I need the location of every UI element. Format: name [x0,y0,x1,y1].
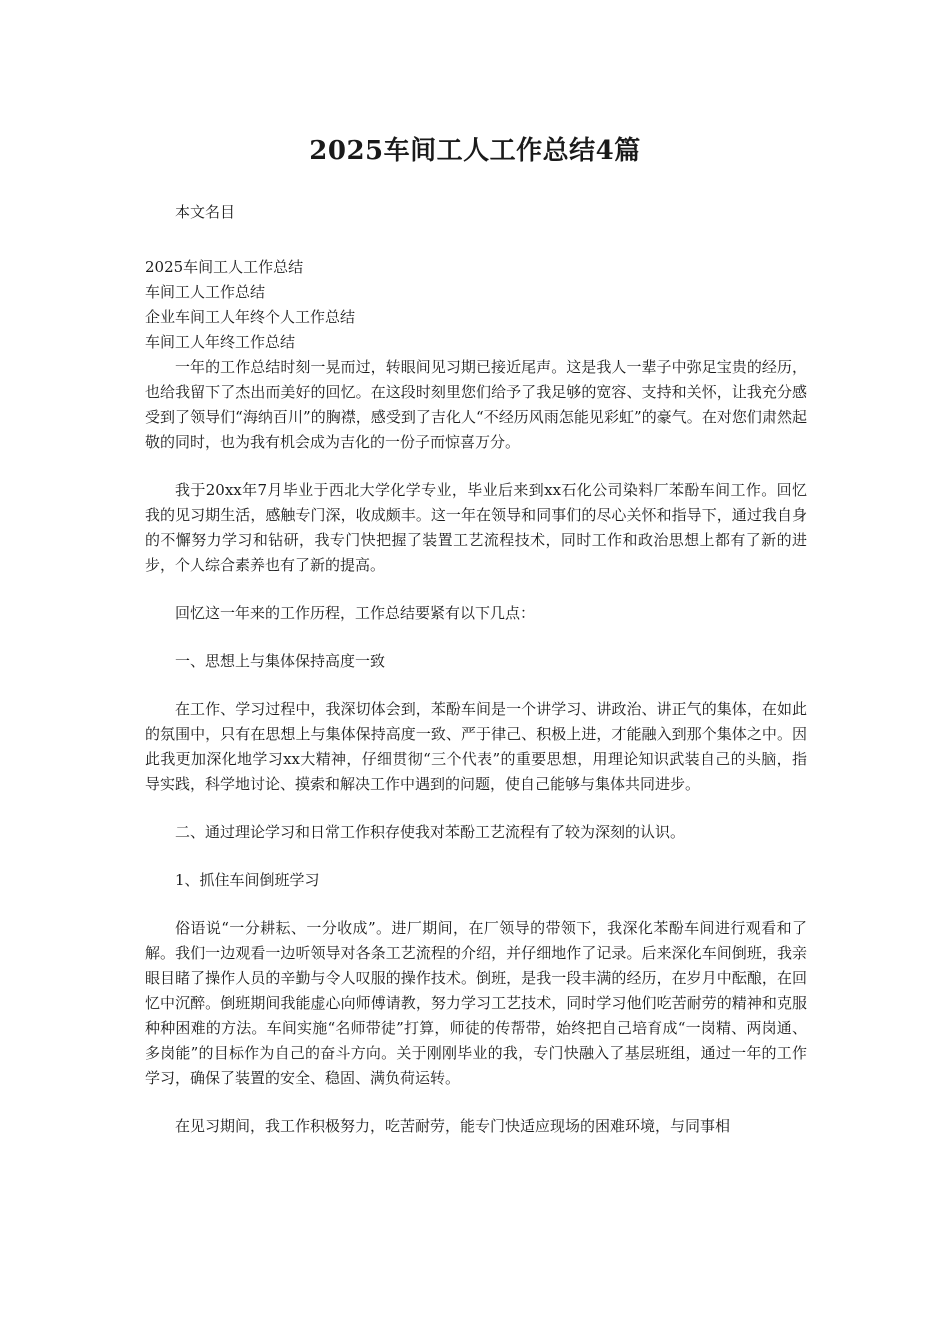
paragraph: 俗语说“一分耕耘、一分收成”。进厂期间，在厂领导的带领下，我深化苯酚车间进行观看和了解。我们一边观看一边听领导对各条工艺流程的介绍，并仔细地作了记录。后来深化车间倒班，我亲眼目睹了操作人员的辛勤与令人叹服的操作技术。倒班，是我一段丰满的经历，在岁月中酝酿，在回忆中沉醉。倒班期间我能虚心向师傅请教，努力学习工艺技术，同时学习他们吃苦耐劳的精神和克服种种困难的方法。车间实施“名师带徒”打算，师徒的传帮带，始终把自己培育成“一岗精、两岗通、多岗能”的目标作为自己的奋斗方向。关于刚刚毕业的我，专门快融入了基层班组，通过一年的工作学习，确保了装置的安全、稳固、满负荷运转。 [145,919,807,1087]
document-body [145,200,807,1162]
toc-item: 企业车间工人年终个人工作总结 [145,308,356,326]
section-heading: 二、通过理论学习和日常工作积存使我对苯酚工艺流程有了较为深刻的认识。 [175,823,686,841]
paragraph: 一年的工作总结时刻一晃而过，转眼间见习期已接近尾声。这是我人一辈子中弥足宝贵的经历，也给我留下了杰出而美好的回忆。在这段时刻里您们给予了我足够的宽容、支持和关怀，让我充分感受到了领导们“海纳百川”的胸襟，感受到了吉化人“不经历风雨怎能见彩虹”的豪气。在对您们肃然起敬的同时，也为我有机会成为吉化的一份子而惊喜万分。 [145,358,807,451]
document-title: 2025车间工人工作总结4篇 [309,136,641,166]
toc-item: 车间工人年终工作总结 [145,333,296,351]
paragraph: 回忆这一年来的工作历程，工作总结要紧有以下几点： [175,604,536,622]
toc-item: 2025车间工人工作总结 [145,258,304,276]
subsection-heading: 1、抓住车间倒班学习 [175,871,320,889]
toc-label: 本文名目 [175,203,236,221]
table-of-contents [145,255,807,355]
toc-item: 车间工人工作总结 [145,283,266,301]
paragraph: 在工作、学习过程中，我深切体会到，苯酚车间是一个讲学习、讲政治、讲正气的集体，在如此的氛围中，只有在思想上与集体保持高度一致、严于律己、积极上进，才能融入到那个集体之中。因此我更加深化地学习xx大精神，仔细贯彻“三个代表”的重要思想，用理论知识武装自己的头脑，指导实践，科学地讨论、摸索和解决工作中遇到的问题，使自己能够与集体共同进步。 [145,700,807,793]
section-heading: 一、思想上与集体保持高度一致 [175,652,386,670]
paragraph: 我于20xx年7月毕业于西北大学化学专业，毕业后来到xx石化公司染料厂苯酚车间工作。回忆我的见习期生活，感触专门深，收成颇丰。这一年在领导和同事们的尽心关怀和指导下，通过我自身的不懈努力学习和钻研，我专门快把握了装置工艺流程技术，同时工作和政治思想上都有了新的进步，个人综合素养也有了新的提高。 [145,481,807,574]
paragraph: 在见习期间，我工作积极努力，吃苦耐劳，能专门快适应现场的困难环境，与同事相 [175,1117,731,1135]
